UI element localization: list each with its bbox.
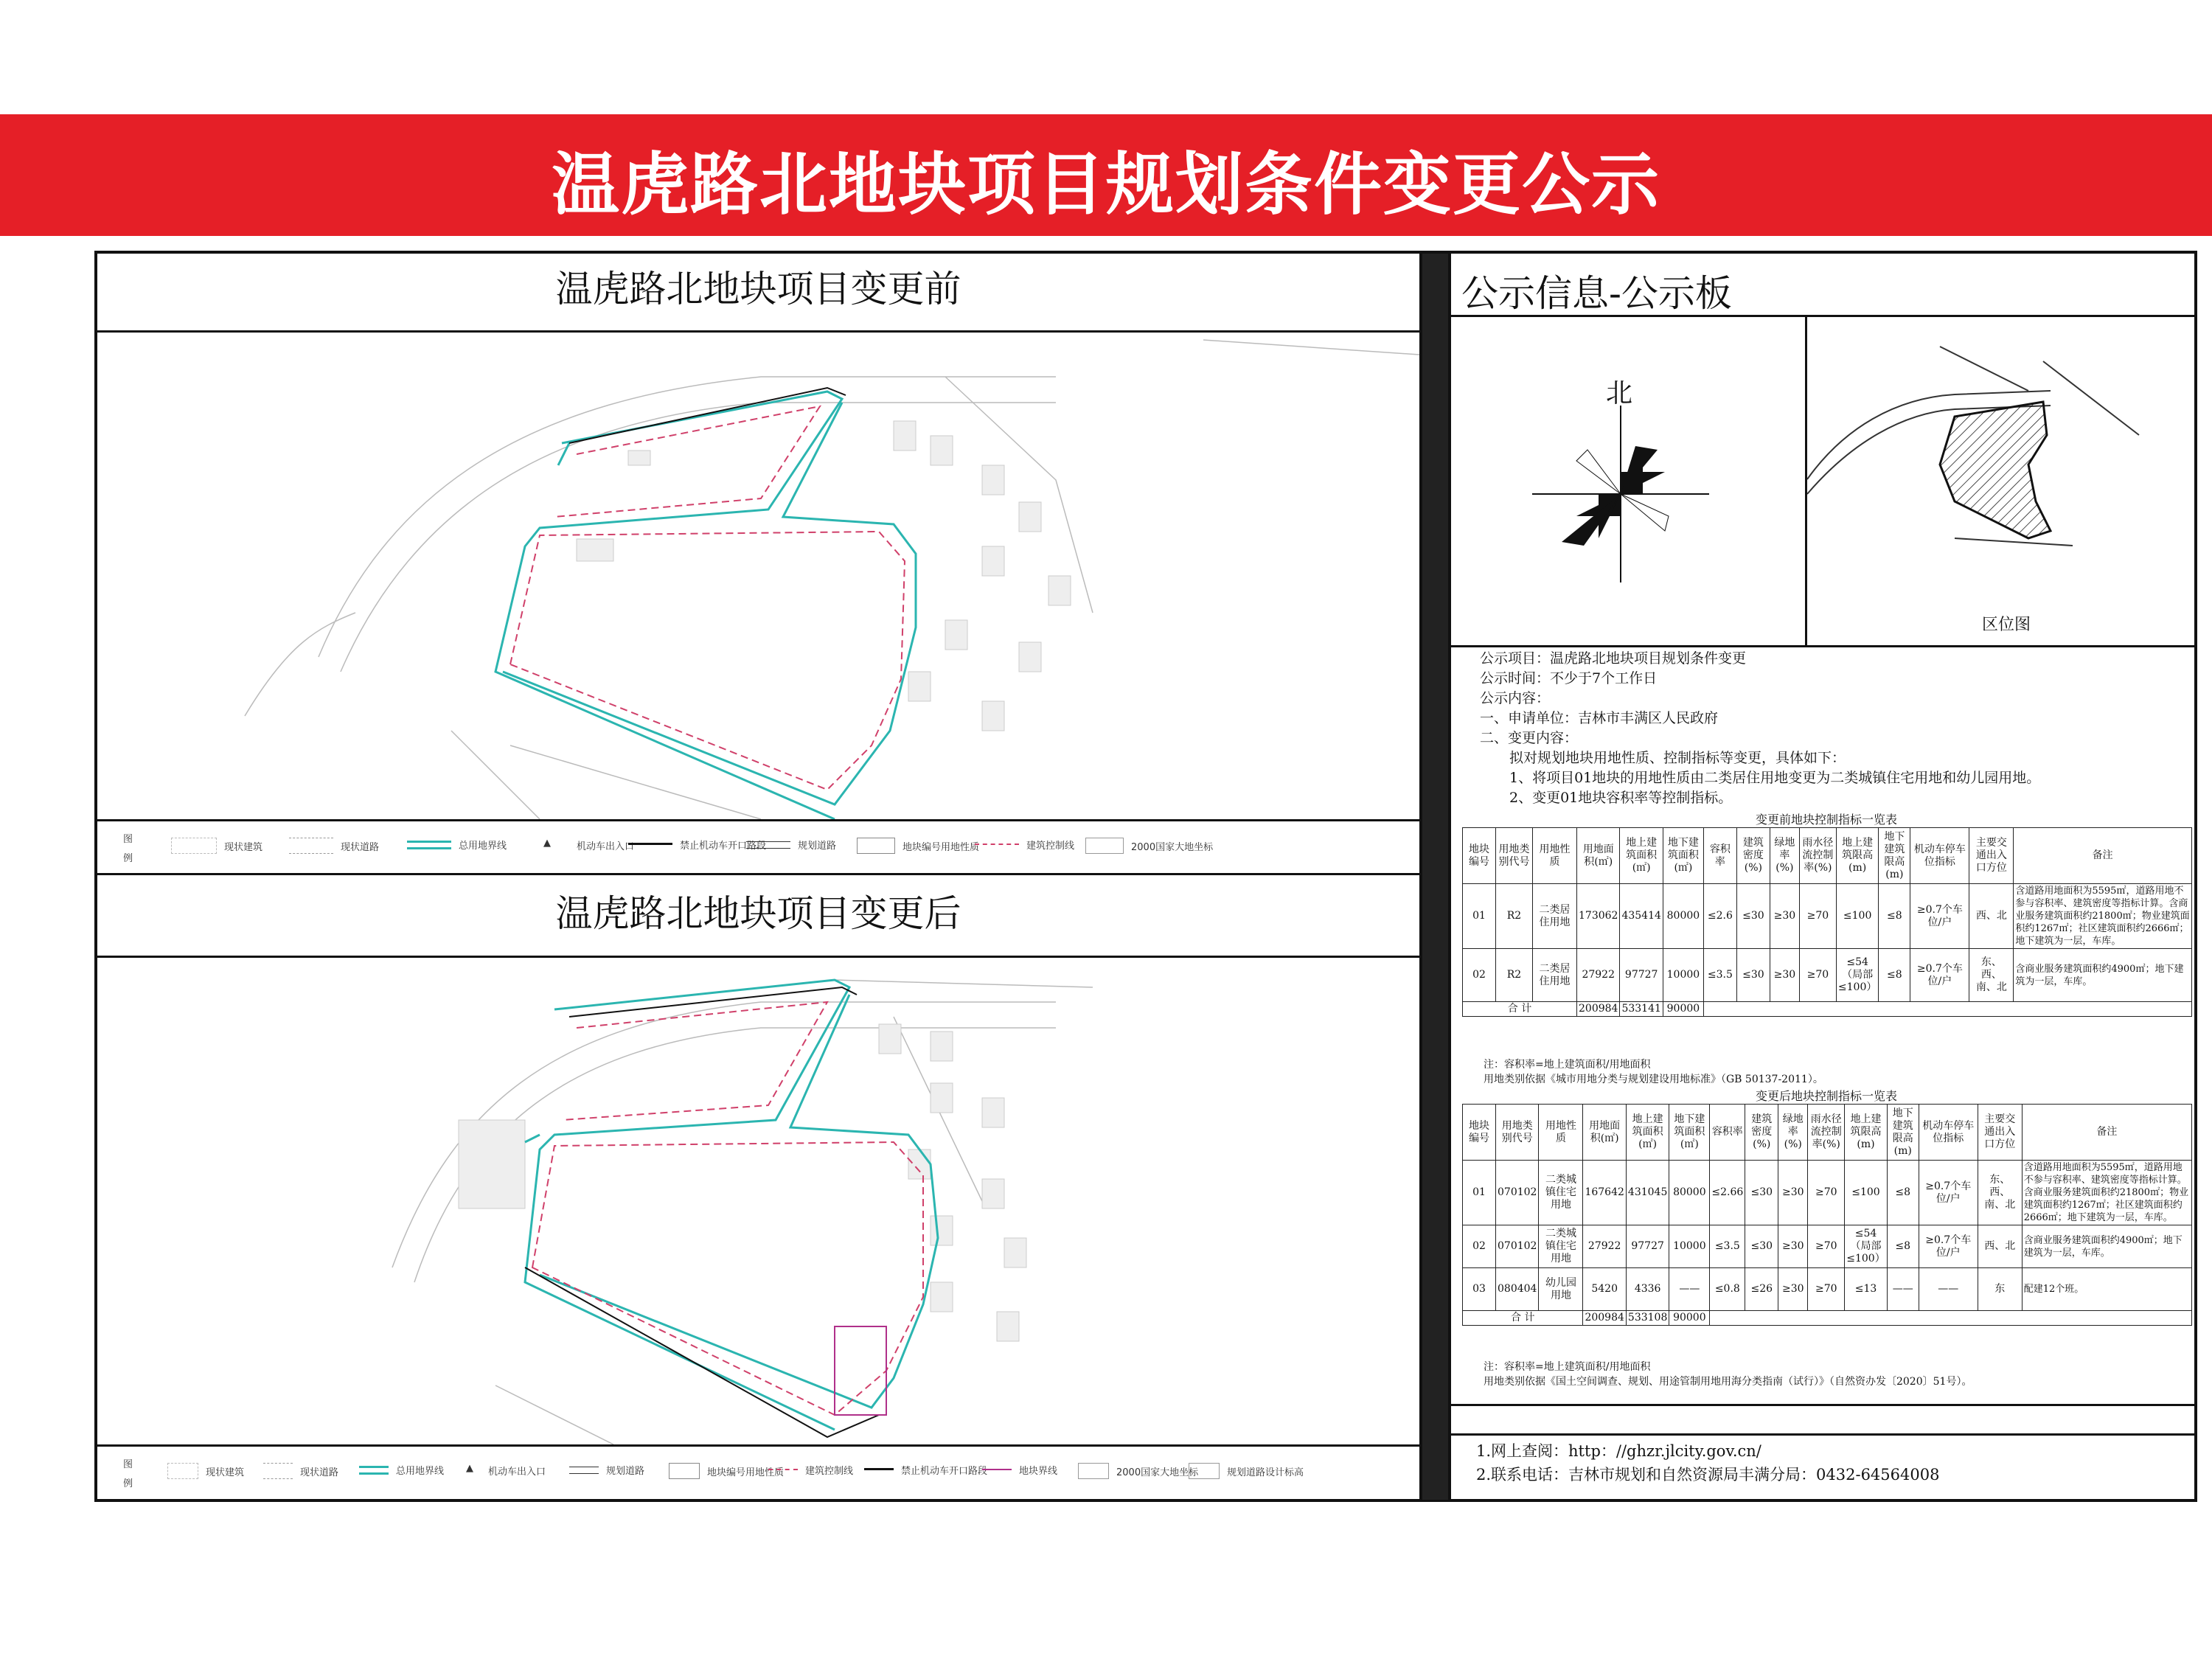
table-cell: ≤3.5 (1710, 1225, 1745, 1268)
table-cell: 合 计 (1463, 1311, 1583, 1326)
page-title: 温虎路北地块项目规划条件变更公示 (551, 145, 1660, 224)
table-header-cell: 雨水径流控制率(%) (1808, 1105, 1845, 1161)
header-banner (0, 114, 2212, 236)
notice-board-frame (94, 251, 2197, 1502)
table-cell: 二类城镇住宅用地 (1539, 1225, 1583, 1268)
table-cell: 97727 (1620, 949, 1663, 1002)
table-cell: ≥0.7个车位/户 (1919, 1161, 1978, 1225)
info-project: 公示项目：温虎路北地块项目规划条件变更 (1480, 650, 1747, 667)
table-cell: ≤13 (1845, 1268, 1887, 1311)
table-cell: ≤30 (1745, 1225, 1778, 1268)
info-applicant: 一、申请单位：吉林市丰满区人民政府 (1480, 710, 1719, 726)
table-header-cell: 地下建筑面积(㎡) (1669, 1105, 1710, 1161)
note-far: 注：容积率=地上建筑面积/用地面积 (1484, 1361, 1651, 1373)
table-cell: 80000 (1663, 884, 1703, 949)
table-header-cell: 地上建筑限高(m) (1836, 828, 1878, 884)
table-cell: 幼儿园用地 (1539, 1268, 1583, 1311)
table-cell: 173062 (1577, 884, 1620, 949)
table-cell: 435414 (1620, 884, 1663, 949)
table-cell: ≥70 (1799, 949, 1836, 1002)
table-header-cell: 容积率 (1703, 828, 1736, 884)
table-header-cell: 绿地率(%) (1770, 828, 1799, 884)
table-cell: 二类居住用地 (1533, 884, 1577, 949)
notes-after (1484, 1360, 2191, 1389)
info-change-1: 1、将项目01地块的用地性质由二类居住用地变更为二类城镇住宅用地和幼儿园用地。 (1509, 770, 2041, 786)
before-legend: 图例 现状建筑 现状道路 总用地界线 ▲ 机动车出入口 禁止机动车开口路段 规划道路 地块编号用地性质 建筑控制线 2000国家大地坐标 (97, 821, 1419, 873)
table-after (1462, 1104, 2192, 1326)
table-cell: 西、北 (1969, 884, 2014, 949)
notice-info (1480, 649, 2188, 808)
table-header-cell: 用地类别代号 (1496, 828, 1533, 884)
location-caption: 区位图 (1981, 616, 2031, 634)
table-header-cell: 机动车停车位指标 (1910, 828, 1969, 884)
table-cell: 02 (1463, 1225, 1496, 1268)
table-header-cell: 地块编号 (1463, 1105, 1496, 1161)
note-far: 注：容积率=地上建筑面积/用地面积 (1484, 1059, 1651, 1071)
table-cell: 070102 (1496, 1161, 1539, 1225)
table-before-caption: 变更前地块控制指标一览表 (1755, 813, 1897, 827)
table-header-cell: 雨水径流控制率(%) (1799, 828, 1836, 884)
table-cell: ≤30 (1745, 1161, 1778, 1225)
before-site-plan (97, 333, 1419, 819)
notes-before (1484, 1057, 2191, 1087)
table-header-cell: 用地面积(㎡) (1583, 1105, 1626, 1161)
legend-coordinates: 2000国家大地坐标 (1131, 841, 1214, 853)
note-standard: 用地类别依据《国土空间调查、规划、用途管制用地用海分类指南（试行）》（自然资办发〔2020〕51号）。 (1484, 1376, 1972, 1388)
table-cell: 533108 (1626, 1311, 1669, 1326)
table-row (1463, 949, 2192, 1002)
table-cell: ≥70 (1799, 884, 1836, 949)
table-header-cell: 地下建筑限高(m) (1887, 1105, 1919, 1161)
table-cell: 80000 (1669, 1161, 1710, 1225)
table-cell: ≤8 (1887, 1161, 1919, 1225)
legend-existing-road: 现状道路 (300, 1467, 339, 1478)
table-cell: ≤54（局部≤100） (1836, 949, 1878, 1002)
table-cell: 4336 (1626, 1268, 1669, 1311)
table-header-row (1463, 828, 2192, 884)
table-cell: 97727 (1626, 1225, 1669, 1268)
legend-planned-road: 规划道路 (606, 1466, 645, 1477)
table-cell: 01 (1463, 884, 1496, 949)
table-row (1463, 1161, 2192, 1225)
note-standard: 用地类别依据《城市用地分类与规划建设用地标准》（GB 50137-2011）。 (1484, 1074, 1823, 1085)
contact-web: 1.网上查阅：http：//ghzr.jlcity.gov.cn/ (1476, 1442, 1761, 1460)
table-cell: 167642 (1583, 1161, 1626, 1225)
table-header-cell: 用地面积(㎡) (1577, 828, 1620, 884)
legend-plot-boundary: 地块界线 (1019, 1466, 1058, 1477)
contact-phone: 2.联系电话：吉林市规划和自然资源局丰满分局：0432-64564008 (1476, 1466, 1940, 1484)
table-row (1463, 1268, 2192, 1311)
table-header-cell: 主要交通出入口方位 (1978, 1105, 2022, 1161)
table-cell: 西、北 (1978, 1225, 2022, 1268)
table-cell: ≤54（局部≤100） (1845, 1225, 1887, 1268)
legend-coordinates: 2000国家大地坐标 (1116, 1467, 1199, 1478)
table-row (1463, 884, 2192, 949)
table-cell: ≥70 (1808, 1225, 1845, 1268)
after-site-plan (97, 958, 1419, 1444)
table-cell: 070102 (1496, 1225, 1539, 1268)
table-cell: R2 (1496, 884, 1533, 949)
table-cell: 90000 (1663, 1002, 1703, 1017)
table-total-row (1463, 1311, 2192, 1326)
table-cell: 含道路用地面积为5595㎡，道路用地不参与容积率、建筑密度等指标计算。含商业服务建筑面积约21800㎡；物业建筑面积约1267㎡；社区建筑面积约2666㎡；地下建筑为一层，车库。 (2022, 1161, 2191, 1225)
table-cell: 27922 (1577, 949, 1620, 1002)
table-after-caption: 变更后地块控制指标一览表 (1755, 1089, 1897, 1103)
table-cell: ≤2.6 (1703, 884, 1736, 949)
table-cell: 含道路用地面积为5595㎡，道路用地不参与容积率、建筑密度等指标计算。含商业服务建筑面积约21800㎡；物业建筑面积约1267㎡；社区建筑面积约2666㎡；地下建筑为一层，车库。 (2014, 884, 2192, 949)
north-arrow-panel (1451, 317, 1805, 645)
table-cell: 431045 (1626, 1161, 1669, 1225)
table-header-cell: 建筑密度(%) (1736, 828, 1770, 884)
legend-control-line: 建筑控制线 (1026, 841, 1075, 852)
legend-vehicle-entrance: 机动车出入口 (577, 841, 635, 852)
table-header-row (1463, 1105, 2192, 1161)
table-cell: 02 (1463, 949, 1496, 1002)
table-header-cell: 建筑密度(%) (1745, 1105, 1778, 1161)
legend-site-boundary: 总用地界线 (459, 841, 507, 852)
table-cell: 东、西、南、北 (1978, 1161, 2022, 1225)
table-cell: 含商业服务建筑面积约4900㎡；地下建筑为一层，车库。 (2014, 949, 2192, 1002)
legend-site-boundary: 总用地界线 (396, 1466, 445, 1477)
table-cell: ≥30 (1770, 949, 1799, 1002)
table-header-cell: 用地类别代号 (1496, 1105, 1539, 1161)
table-cell: 200984 (1577, 1002, 1620, 1017)
legend-control-line: 建筑控制线 (805, 1466, 854, 1477)
table-cell: ≥30 (1770, 884, 1799, 949)
table-before (1462, 827, 2192, 1017)
north-label: 北 (1606, 378, 1633, 408)
legend-existing-building: 现状建筑 (206, 1467, 245, 1478)
table-cell: ≤100 (1836, 884, 1878, 949)
legend-label: 图例 (123, 834, 133, 864)
table-total-row (1463, 1002, 2192, 1017)
table-cell: ≤3.5 (1703, 949, 1736, 1002)
legend-road-elevation: 规划道路设计标高 (1227, 1467, 1304, 1478)
table-header-cell: 备注 (2014, 828, 2192, 884)
table-cell: 二类城镇住宅用地 (1539, 1161, 1583, 1225)
table-cell: ≥30 (1778, 1268, 1808, 1311)
table-header-cell: 地上建筑限高(m) (1845, 1105, 1887, 1161)
table-cell: ≤8 (1887, 1225, 1919, 1268)
table-header-cell: 地上建筑面积(㎡) (1620, 828, 1663, 884)
location-map (1807, 317, 2197, 645)
table-cell: ≥30 (1778, 1161, 1808, 1225)
info-time: 公示时间：不少于7个工作日 (1480, 670, 1658, 686)
table-cell: 10000 (1669, 1225, 1710, 1268)
table-header-cell: 地块编号 (1463, 828, 1496, 884)
table-cell: 东、西、南、北 (1969, 949, 2014, 1002)
legend-existing-building: 现状建筑 (224, 841, 263, 853)
table-cell: ≤26 (1745, 1268, 1778, 1311)
info-change-head: 二、变更内容： (1480, 730, 1579, 746)
table-header-cell: 用地性质 (1539, 1105, 1583, 1161)
north-arrow-icon (1532, 406, 1709, 582)
table-cell: ≥0.7个车位/户 (1910, 884, 1969, 949)
info-change-2: 2、变更01地块容积率等控制指标。 (1509, 790, 1733, 806)
table-cell: 080404 (1496, 1268, 1539, 1311)
table-cell: ≤2.66 (1710, 1161, 1745, 1225)
table-header-cell: 地下建筑限高(m) (1879, 828, 1910, 884)
table-cell (1710, 1311, 2192, 1326)
table-cell: ≤30 (1736, 884, 1770, 949)
table-cell: 27922 (1583, 1225, 1626, 1268)
table-header-cell: 备注 (2022, 1105, 2191, 1161)
table-cell: ≥30 (1778, 1225, 1808, 1268)
table-cell: ≤30 (1736, 949, 1770, 1002)
table-cell: ≤8 (1879, 949, 1910, 1002)
table-cell: ≥70 (1808, 1161, 1845, 1225)
table-cell: ≤0.8 (1710, 1268, 1745, 1311)
after-legend: 图例 现状建筑 现状道路 总用地界线 ▲ 机动车出入口 规划道路 地块编号用地性质 建筑控制线 禁止机动车开口路段 地块界线 2000国家大地坐标 规划道路设计标高 (97, 1447, 1419, 1500)
legend-no-opening: 禁止机动车开口路段 (901, 1466, 988, 1477)
table-header-cell: 绿地率(%) (1778, 1105, 1808, 1161)
table-cell: —— (1919, 1268, 1978, 1311)
table-cell: 合 计 (1463, 1002, 1577, 1017)
table-header-cell: 地下建筑面积(㎡) (1663, 828, 1703, 884)
table-cell: 03 (1463, 1268, 1496, 1311)
table-header-cell: 地上建筑面积(㎡) (1626, 1105, 1669, 1161)
table-cell: 二类居住用地 (1533, 949, 1577, 1002)
table-header-cell: 容积率 (1710, 1105, 1745, 1161)
legend-vehicle-entrance: 机动车出入口 (488, 1466, 546, 1478)
legend-plot-code: 地块编号用地性质 (707, 1467, 785, 1478)
table-cell: 533141 (1620, 1002, 1663, 1017)
legend-no-opening: 禁止机动车开口路段 (680, 841, 767, 852)
table-cell: ≤8 (1879, 884, 1910, 949)
table-cell: —— (1887, 1268, 1919, 1311)
table-cell: 东 (1978, 1268, 2022, 1311)
table-row (1463, 1225, 2192, 1268)
table-cell: 5420 (1583, 1268, 1626, 1311)
board-title: 公示信息-公示板 (1461, 272, 1732, 315)
table-cell: 90000 (1669, 1311, 1710, 1326)
after-title: 温虎路北地块项目变更后 (555, 892, 961, 935)
table-header-cell: 主要交通出入口方位 (1969, 828, 2014, 884)
table-cell: R2 (1496, 949, 1533, 1002)
legend-plot-code: 地块编号用地性质 (902, 841, 980, 853)
table-cell: 含商业服务建筑面积约4900㎡；地下建筑为一层，车库。 (2022, 1225, 2191, 1268)
table-cell: 配建12个班。 (2022, 1268, 2191, 1311)
table-cell: 200984 (1583, 1311, 1626, 1326)
contact-info (1476, 1439, 2184, 1486)
table-cell: 10000 (1663, 949, 1703, 1002)
info-change-desc: 拟对规划地块用地性质、控制指标等变更，具体如下： (1509, 750, 1846, 766)
legend-existing-road: 现状道路 (341, 841, 380, 853)
table-header-cell: 机动车停车位指标 (1919, 1105, 1978, 1161)
legend-planned-road: 规划道路 (798, 841, 837, 852)
legend-label: 图例 (123, 1459, 133, 1489)
table-cell: —— (1669, 1268, 1710, 1311)
table-header-cell: 用地性质 (1533, 828, 1577, 884)
table-cell: 01 (1463, 1161, 1496, 1225)
divider-bar (1422, 254, 1448, 1500)
info-content: 公示内容： (1480, 690, 1551, 706)
before-title: 温虎路北地块项目变更前 (555, 268, 961, 310)
table-cell (1703, 1002, 2191, 1017)
table-cell: ≤100 (1845, 1161, 1887, 1225)
table-cell: ≥0.7个车位/户 (1910, 949, 1969, 1002)
table-cell: ≥0.7个车位/户 (1919, 1225, 1978, 1268)
table-cell: ≥70 (1808, 1268, 1845, 1311)
